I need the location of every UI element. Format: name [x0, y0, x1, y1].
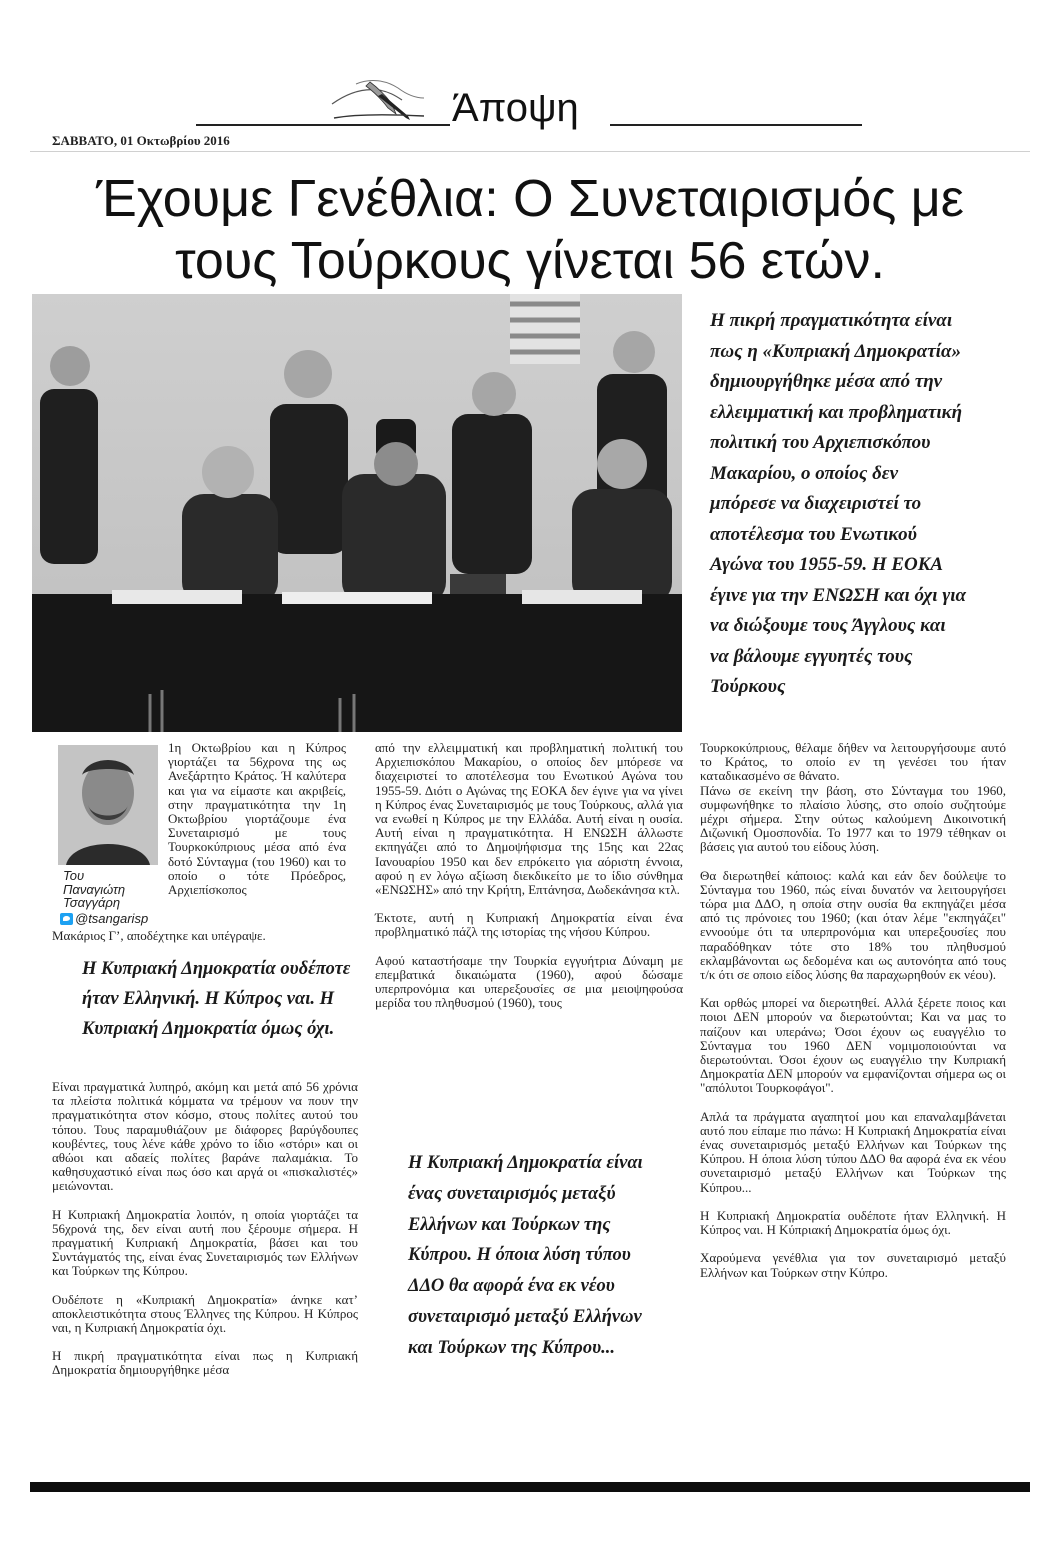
pullquote-left: Η Κυπριακή Δημοκρατία ουδέποτε ήταν Ελληνική. Η Κύπρος ναι. Η Κυπριακή Δημοκρατία όμως όχι. [82, 959, 351, 1039]
body-paragraph: Αφού καταστήσαμε την Τουρκία εγγυήτρια Δύναμη με επεμβατικά δικαιώματα (1960), αφού δώσαμε υπερπρονόμια και υπερεξουσίες σε μια μειοψηφούσα μερίδα του πληθυσμού (1960), τους [375, 952, 683, 1011]
pullquote-top: Η πικρή πραγματικότητα είναι πως η «Κυπριακή Δημοκρατία» δημιουργήθηκε μέσα από την ελλειμματική και προβληματική πολιτική του Αρχιεπισκόπου Μακαρίου, ο οποίος δεν μπόρεσε να διαχειριστεί το αποτέλεσμα του Ενωτικού Αγώνα του 1955-59. Η ΕΟΚΑ έγινε για την ΕΝΩΣΗ και όχι για να διώξουμε τους Άγγλους και να βάλουμε εγγυητές τους Τούρκους [710, 310, 967, 697]
signing-ceremony-photo [32, 294, 682, 732]
author-name: Παναγιώτη Τσαγγάρη [63, 882, 126, 910]
left-column [52, 1080, 358, 1392]
article-headline: Έχουμε Γενέθλια: Ο Συνεταιρισμός με τους Τούρκους γίνεται 56 ετών. [96, 170, 964, 290]
body-paragraph: Η πικρή πραγματικότητα είναι πως η Κυπριακή Δημοκρατία δημιουργήθηκε μέσα [52, 1348, 358, 1378]
author-twitter-handle[interactable] [60, 912, 148, 925]
section-title: Άποψη [452, 86, 579, 130]
twitter-icon [60, 913, 73, 925]
body-paragraph: Τουρκοκύπριους, θέλαμε δήθεν να λειτουργήσουμε αυτό το Κράτος, το οποίο εν τη γενέσει του ήταν καταδικασμένο σε θάνατο. [700, 740, 1006, 784]
author-byline-prefix: Του [63, 868, 85, 883]
body-paragraph: Η Κυπριακή Δημοκρατία λοιπόν, η οποία γιορτάζει τα 56χρονά της, δεν είναι αυτή που ξέρουμε σήμερα. Η πραγματική Κυπριακή Δημοκρατία, βάσει και του Συντάγματός της, είναι ένας Συνεταιρισμός των Ελλήνων και Τούρκων της Κύπρου. [52, 1206, 358, 1279]
body-paragraph: Και ορθώς μπορεί να διερωτηθεί. Αλλά ξέρετε ποιος και ποιοι ΔΕΝ μπορούν να διερωτούνται; Και να μας το παίζουν και υπεράνω; Όσοι έχουν ως ευαγγέλιο το Σύνταγμα του 1960 ΔΕΝ νομιμοποιούνται να διερωτούνται. Όσοι έχουν ως ευαγγέλιο την Κυπριακή Δημοκρατία ΔΕΝ μπορούν να εμφανίζονται σήμερα ως οι "απόλυτοι Τουρκοφάγοι". [700, 995, 1006, 1096]
body-paragraph: Θα διερωτηθεί κάποιος: καλά και εάν δεν δούλεψε το Σύνταγμα του 1960, πώς είναι δυνατόν να λειτουργήσει τώρα μια ΔΔΟ, η οποία στην ουσία θα εκπηγάζει μέσα από τις πρόνοιες του 1960; (και όταν λέμε "εκπηγάζει" εννοούμε ότι τα υπερπρονόμια και υπερεξουσίες που παραδόθηκαν τότε στο 18% του πληθυσμού εκλαμβάνονται ως δεδομένα και ως αυτονόητα από τους τ/κ ότι σε οποιο είδος λύσης θα παραχωρηθούν εκ νέου). [700, 867, 1006, 983]
body-paragraph: Η Κυπριακή Δημοκρατία ουδέποτε ήταν Ελληνική. Η Κύπρος ναι. Η Κύπριακή Δημοκρατία όμως όχι. [700, 1207, 1006, 1238]
pen-in-hand-icon [326, 74, 430, 124]
body-paragraph: Ουδέποτε η «Κυπριακή Δημοκρατία» άνηκε κατ’ αποκλειστικότητα στους Έλληνες της Κύπρου. Η Κύπρος ναι, η Κυπριακή Δημοκρατία όχι. [52, 1291, 358, 1336]
header-rule-left [196, 124, 450, 126]
right-column [700, 741, 1006, 1294]
header-rule-right [610, 124, 862, 126]
footer-rule [30, 1482, 1030, 1492]
issue-date: ΣΑΒΒΑΤΟ, 01 Οκτωβρίου 2016 [52, 133, 230, 148]
intro-paragraph: 1η Οκτωβρίου και η Κύπρος γιορτάζει τα 56χρονα της ως Ανεξάρτητο Κράτος. Ή καλύτερα και για να είμαστε και ακριβείς, στην πραγματικότητα την 1η Οκτωβρίου γιορτάζουμε ένα Συνεταιρισμό με τους Τουρκοκύπριους μέσα από ένα δοτό Σύνταγμα (του 1960) και το οποίο ο τότε Πρόεδρος, Αρχιεπίσκοπος [168, 740, 346, 898]
body-paragraph: Είναι πραγματικά λυπηρό, ακόμη και μετά από 56 χρόνια τα πλείστα πολιτικά κόμματα να τρέμουν να πουν την πραγματικότητα στον κόσμο, στους πολίτες αυτού του τόπου. Τους παραμυθιάζουν με διάφορες βαρύγδουπες κουβέντες, τους λένε κάθε χρόνο το ίδιο «στόρι» και οι αθώοι και αδαείς πολίτες βαράνε παλαμάκια. Το καθησυχαστικό είναι πως όσο και αργά οι «πισκαλιστές» μειώνονται. [52, 1079, 358, 1194]
author-handle-text: @tsangarisp [75, 911, 149, 926]
author-avatar [58, 745, 158, 865]
intro-tail-paragraph: Μακάριος Γ’, αποδέχτηκε και υπέγραψε. [52, 928, 266, 943]
article-intro-tail [52, 929, 352, 957]
header-divider [30, 151, 1030, 152]
body-paragraph: Απλά τα πράγματα αγαπητοί μου και επαναλαμβάνεται αυτό που είπαμε πιο πάνω: Η Κυπριακή Δημοκρατία είναι ένας συνεταιρισμός μεταξύ Ελλήνων και Τούρκων της Κύπρου. Η όποια λύση τύπου ΔΔΟ θα αφορά ένα εκ νέου συνεταιρισμό μεταξύ Ελλήνων και Τούρκων της Κύπρου... [700, 1108, 1006, 1195]
middle-column [375, 741, 683, 1024]
body-paragraph: Έκτοτε, αυτή η Κυπριακή Δημοκρατία είναι ένα προβληματικό πάζλ της ιστορίας της νήσου Κύπρου. [375, 910, 683, 940]
body-paragraph: από την ελλειμματική και προβληματική πολιτική του Αρχιεπισκόπου Μακαρίου, ο οποίος δεν μπόρεσε να διαχειριστεί το αποτέλεσμα του Ενωτικού Αγώνα του 1955-59. Διότι ο Αγώνας της ΕΟΚΑ δεν έγινε για να γίνει η Κύπρος ένας Συνεταιρισμός με τους Τούρκους, αλλά για να ενωθεί η Κύπρος με την Ελλάδα. Αυτή είναι η ουσία. Αυτή είναι η πραγματικότητα. Η ΕΝΩΣΗ άλλωστε εκπηγάζει από το Δημοψήφισμα της 15ης και 22ας Ιανουαρίου 1950 και δεν επρόκειτο για αόριστη έννοια, αφού η εν λόγω αξίωση διεκδικείτο με το ίδιο σύνθημα «ΕΝΩΣΗΣ» από την Κρήτη, Επτάνησα, Δωδεκάνησα κτλ. [375, 740, 683, 898]
pullquote-mid: Η Κυπριακή Δημοκρατία είναι ένας συνεταιρισμός μεταξύ Ελλήνων και Τούρκων της Κύπρου. Η όποια λύση τύπου ΔΔΟ θα αφορά ένα εκ νέου συνεταιρισμό μεταξύ Ελλήνων και Τούρκων της Κύπρου... [408, 1153, 643, 1358]
body-paragraph: Πάνω σε εκείνη την βάση, στο Σύνταγμα του 1960, συμφωνήθηκε το πλαίσιο λύσης, στο οποίο συζητούμε μέχρι σήμερα. Στην ούτως καλούμενη Δικοινοτική Διζωνική Ομοσπονδία. Το 1977 και το 1979 τέθηκαν οι βάσεις για αυτού του είδους λύση. [700, 782, 1006, 855]
body-paragraph: Χαρούμενα γενέθλια για τον συνεταιρισμό μεταξύ Ελλήνων και Τούρκων στην Κύπρο. [700, 1250, 1006, 1280]
article-intro [168, 741, 346, 911]
